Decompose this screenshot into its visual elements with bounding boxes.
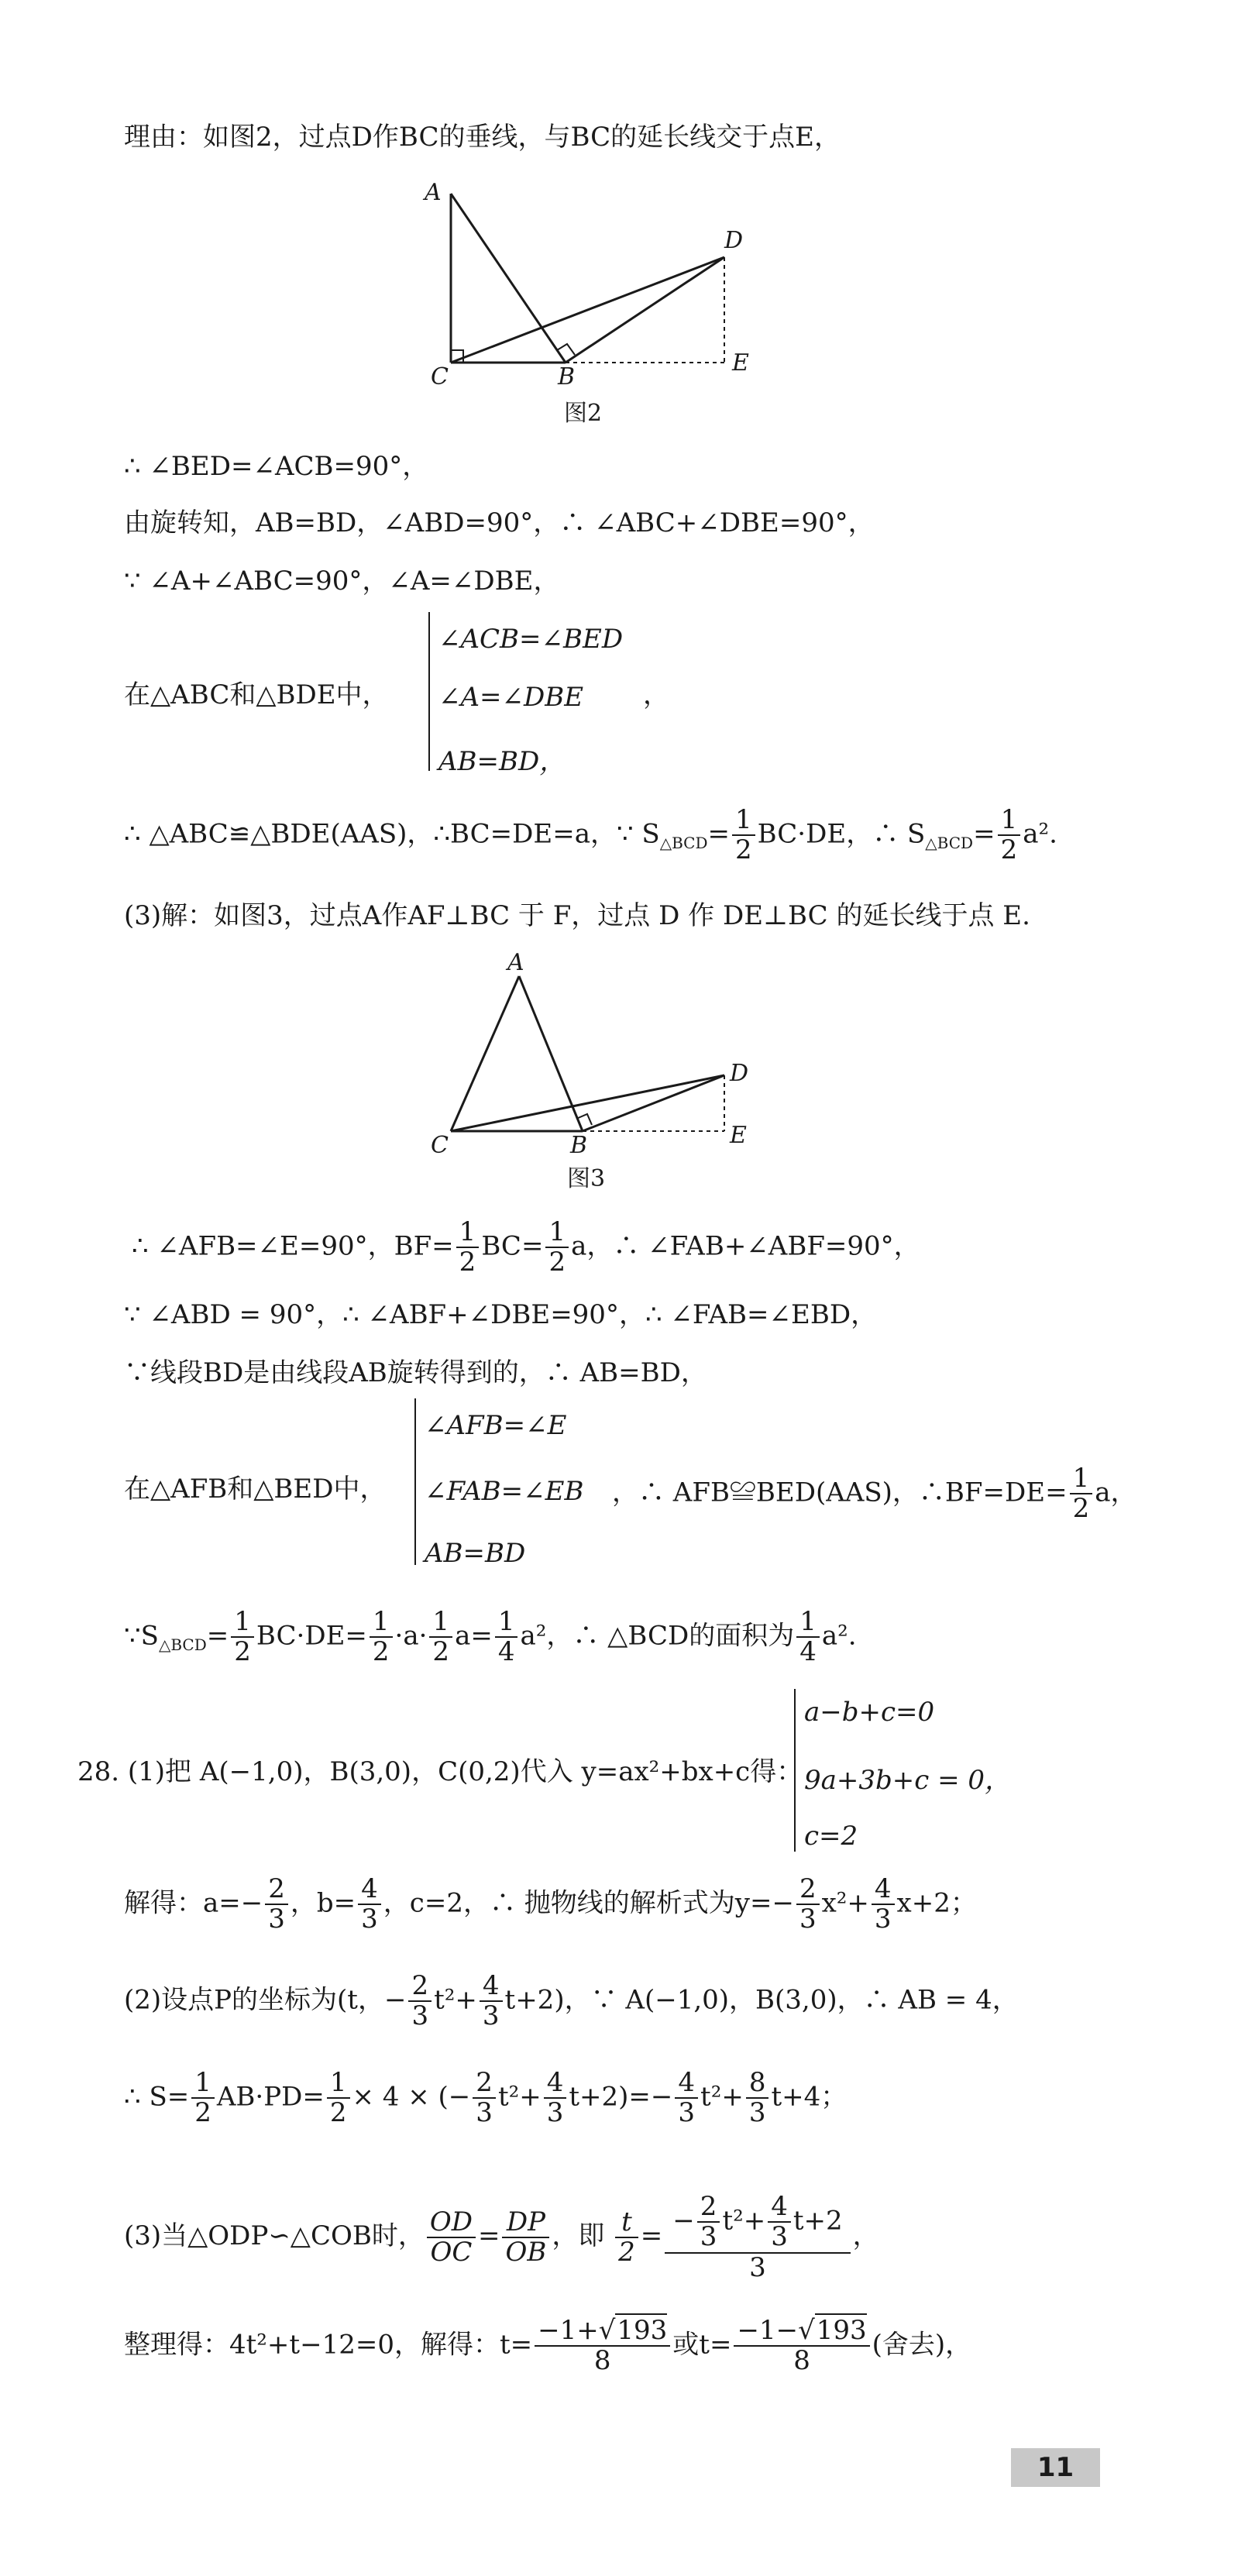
text-line: ∵ ∠A+∠ABC=90°，∠A=∠DBE， xyxy=(124,566,560,597)
fraction: $\frac{1}{4}$ xyxy=(495,1608,518,1667)
formula-line: ∴ S= $\frac{1}{2}$ AB·PD= $\frac{1}{2}$ × 4 × (− $\frac{2}{3}$ t²+ $\frac{4}{3}$ t+2)=− $\frac{4}{3}$ t²+ $\frac{8}{3}$ t+4； xyxy=(124,2067,848,2129)
text-line: 在△AFB和△BED中， xyxy=(124,1474,387,1505)
label-a: A xyxy=(507,953,524,976)
text-line: ∴ ∠BED=∠ACB=90°， xyxy=(124,451,429,482)
formula-line: (2)设点P的坐标为(t，− $\frac{2}{3}$ t²+ $\frac{4}{3}$ t+2)，∵ A(−1,0)，B(3,0)，∴ AB = 4， xyxy=(124,1970,1019,2032)
text-line: 在△ABC和△BDE中， xyxy=(124,679,389,710)
fraction: $\frac{-1+√193}{8}$ xyxy=(535,2316,670,2376)
subscript: △BCD xyxy=(925,834,974,853)
system-line: ∠FAB=∠EB xyxy=(425,1476,584,1507)
text-line: (3)解：如图3，过点A作AF⊥BC 于 F，过点 D 作 DE⊥BC 的延长线于点 E. xyxy=(124,900,1030,931)
fraction: $\frac{1}{2}$ xyxy=(370,1608,393,1667)
label-b: B xyxy=(558,363,576,387)
label-a: A xyxy=(425,179,442,206)
fraction: $\frac{1}{2}$ xyxy=(327,2069,350,2128)
formula-line: (3)当△ODP∽△COB时， $\frac{OD}{OC}$ = $\frac{DP}{OB}$ ，即 $\frac{t}{2}$ = − $\frac{2}{3}$ t²+ $\frac{4}{3}$ t+2 3 ， xyxy=(124,2191,879,2283)
brace xyxy=(428,612,430,771)
subscript: △BCD xyxy=(659,834,708,853)
fraction: $\frac{1}{2}$ xyxy=(191,2069,215,2128)
fraction: $\frac{OD}{OC}$ xyxy=(427,2208,476,2268)
system-line: AB=BD xyxy=(425,1538,526,1569)
formula-line: ∴ △ABC≌△BDE(AAS)，∴BC=DE=a，∵ $S_{\triangle BCD}=$ $\frac{1}{2}$ BC·DE，∴ $S_{\triangle BCD}=$ $\frac{1}{2}$ a². xyxy=(124,804,1057,866)
label-c: C xyxy=(431,1132,449,1154)
figure-2-caption: 图2 xyxy=(564,400,603,427)
fraction: $\frac{8}{3}$ xyxy=(746,2069,769,2128)
figure-3-caption: 图3 xyxy=(567,1165,606,1192)
page-number: 11 xyxy=(1011,2448,1100,2487)
fraction: $\frac{4}{3}$ xyxy=(768,2193,791,2252)
text-line: ∵线段BD是由线段AB旋转得到的，∴ AB=BD， xyxy=(124,1357,707,1388)
brace xyxy=(414,1398,416,1565)
label-b: B xyxy=(570,1132,588,1154)
segment-bd xyxy=(583,1075,724,1131)
fraction: $\frac{1}{2}$ xyxy=(998,806,1021,865)
fraction: $\frac{1}{2}$ xyxy=(231,1608,254,1667)
label-e: E xyxy=(732,349,749,377)
segment-cd xyxy=(451,1075,724,1131)
text: ∴ △ABC≌△BDE(AAS)，∴BC=DE=a，∵ S xyxy=(124,818,660,850)
formula-line: ∴ ∠AFB=∠E=90°，BF= $\frac{1}{2}$ BC= $\frac{1}{2}$ a，∴ ∠FAB+∠ABF=90°， xyxy=(132,1216,920,1278)
fraction: $\frac{1}{2}$ xyxy=(429,1608,452,1667)
brace xyxy=(794,1689,796,1852)
formula-line: 解得：a=− $\frac{2}{3}$ ，b= $\frac{4}{3}$ ，c=2，∴ 抛物线的解析式为y=− $\frac{2}{3}$ x²+ $\frac{4}{3}$ x+2； xyxy=(124,1873,977,1935)
figure-3 xyxy=(418,953,782,1154)
system-line: ∠AFB=∠E xyxy=(425,1410,567,1441)
fraction: $\frac{4}{3}$ xyxy=(872,1875,895,1935)
figure-2 xyxy=(403,170,806,387)
segment-ac xyxy=(451,976,519,1131)
segment-ab xyxy=(451,194,566,363)
question-28: 28. (1)把 A(−1,0)，B(3,0)，C(0,2)代入 y=ax²+bx+c得： xyxy=(77,1756,803,1787)
fraction: $\frac{2}{3}$ xyxy=(265,1875,288,1935)
segment-ab xyxy=(519,976,583,1131)
formula-line: $\because S_{\triangle BCD}=$ $\frac{1}{2}$ BC·DE= $\frac{1}{2}$ ·a· $\frac{1}{2}$ a= $\frac{1}{4}$ a²，∴ △BCD的面积为 $\frac{1}{4}$ a². xyxy=(124,1606,857,1668)
label-d: D xyxy=(724,227,744,254)
text: BC·DE，∴ S xyxy=(757,818,926,850)
label-e: E xyxy=(730,1122,747,1149)
text-line: ∵ ∠ABD = 90°，∴ ∠ABF+∠DBE=90°，∴ ∠FAB=∠EBD， xyxy=(124,1299,878,1330)
system-line: a−b+c=0 xyxy=(804,1697,935,1728)
text: ， xyxy=(643,679,669,710)
system-line: ∠A=∠DBE xyxy=(438,682,584,713)
fraction: $\frac{DP}{OB}$ xyxy=(502,2208,549,2268)
text-line: 理由：如图2，过点D作BC的垂线，与BC的延长线交于点E， xyxy=(124,122,841,153)
big-fraction: − $\frac{2}{3}$ t²+ $\frac{4}{3}$ t+2 3 xyxy=(665,2193,850,2282)
formula-line: ，∴ AFB≌BED(AAS)，∴BF=DE= $\frac{1}{2}$ a， xyxy=(612,1463,1137,1525)
fraction: $\frac{4}{3}$ xyxy=(358,1875,381,1935)
system-line: 9a+3b+c = 0， xyxy=(804,1765,1012,1796)
label-d: D xyxy=(730,1060,749,1087)
text-line: 由旋转知，AB=BD，∠ABD=90°，∴ ∠ABC+∠DBE=90°， xyxy=(124,507,875,538)
formula-line: 整理得：4t²+t−12=0，解得：t= $\frac{-1+√193}{8}$ 或t= $\frac{-1-√193}{8}$ (舍去)， xyxy=(124,2315,972,2377)
fraction: $\frac{2}{3}$ xyxy=(697,2193,720,2252)
fraction: $\frac{1}{2}$ xyxy=(732,806,755,865)
fraction: $\frac{4}{3}$ xyxy=(675,2069,698,2128)
fraction: $\frac{2}{3}$ xyxy=(473,2069,496,2128)
fraction: $\frac{-1-√193}{8}$ xyxy=(734,2316,869,2376)
fraction: $\frac{1}{2}$ xyxy=(1070,1464,1093,1524)
fraction: $\frac{1}{2}$ xyxy=(545,1218,569,1278)
text: a². xyxy=(1023,818,1057,850)
fraction: $\frac{2}{3}$ xyxy=(796,1875,820,1935)
system-line: AB=BD， xyxy=(438,746,566,777)
system-line: c=2 xyxy=(804,1821,858,1852)
fraction: $\frac{4}{3}$ xyxy=(544,2069,567,2128)
fraction: $\frac{1}{2}$ xyxy=(456,1218,480,1278)
fraction: $\frac{t}{2}$ xyxy=(615,2208,638,2268)
system-line: ∠ACB=∠BED xyxy=(438,624,624,655)
fraction: $\frac{1}{4}$ xyxy=(796,1608,820,1667)
fraction: $\frac{4}{3}$ xyxy=(480,1972,503,2031)
fraction: $\frac{2}{3}$ xyxy=(408,1972,432,2031)
label-c: C xyxy=(431,363,449,387)
